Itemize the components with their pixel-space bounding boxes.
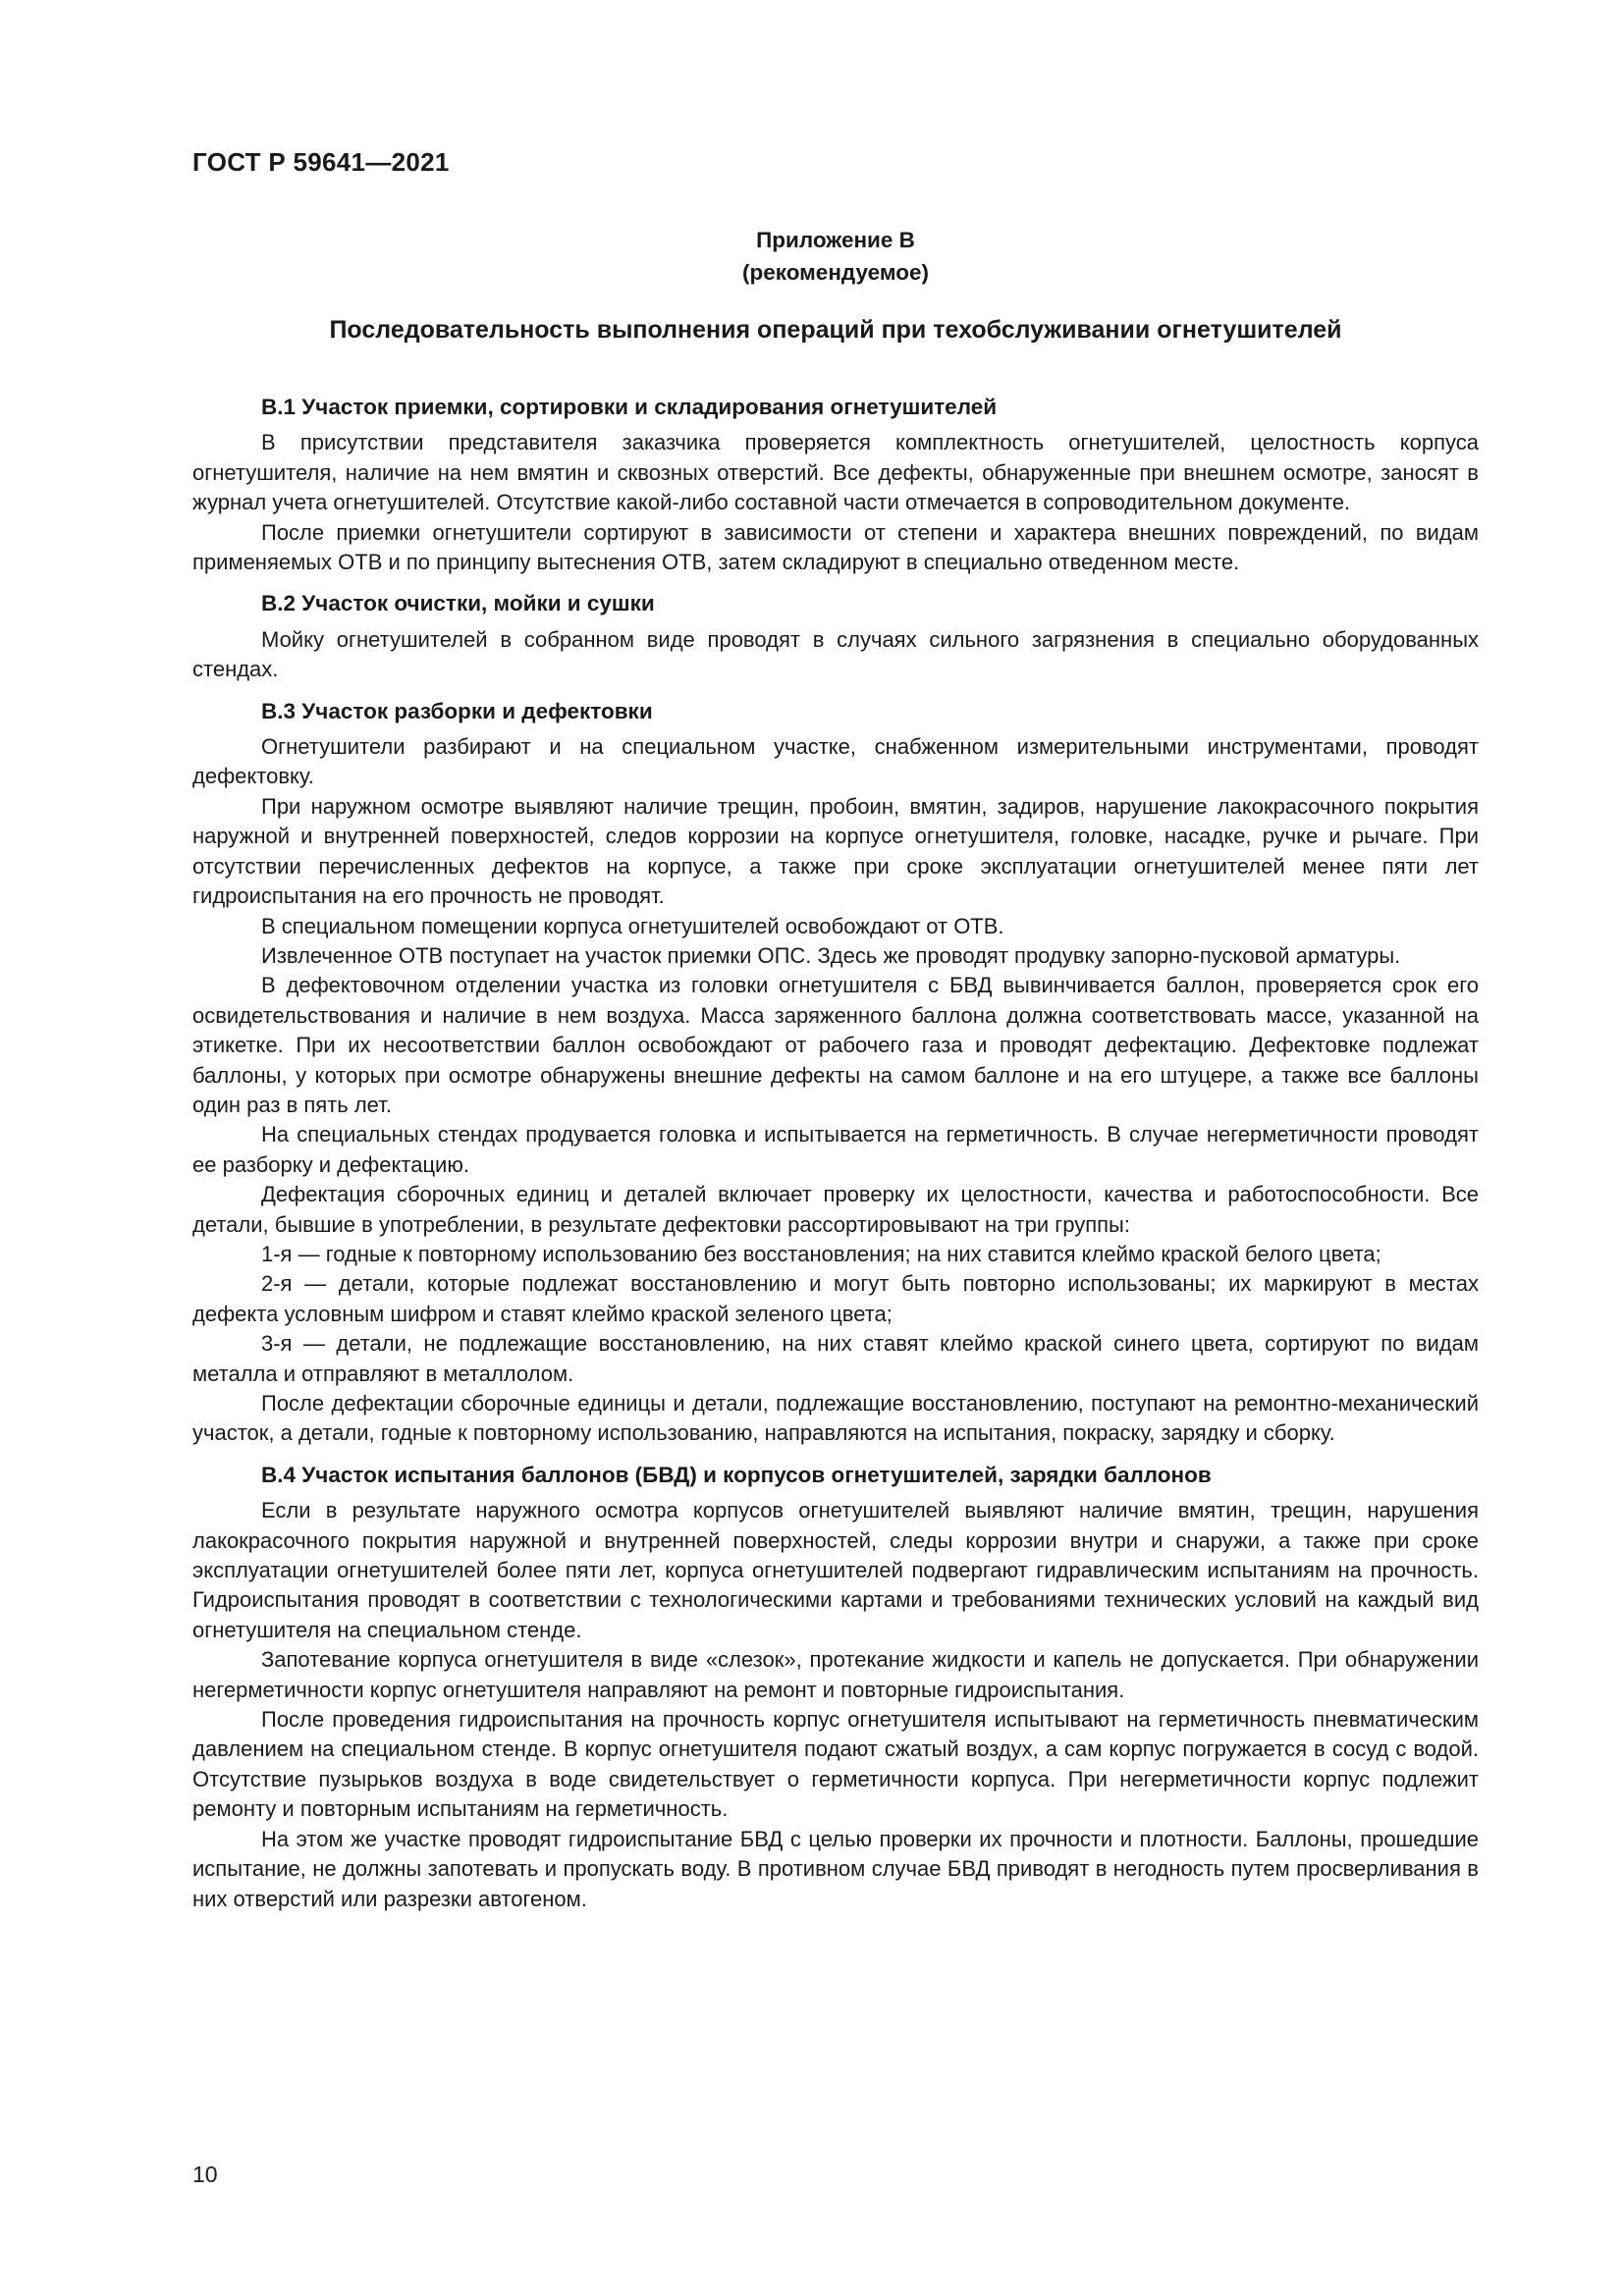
- paragraph: После приемки огнетушители сортируют в зависимости от степени и характера внешних повреждений, по видам применяемых ОТВ и по принципу вытеснения ОТВ, затем складируют в специально отведенном месте.: [192, 519, 1479, 575]
- appendix-heading: [192, 224, 1479, 289]
- section-3: [192, 697, 1479, 1449]
- section-2: [192, 589, 1479, 684]
- paragraph: 3-я — детали, не подлежащие восстановлению, на них ставят клеймо краской синего цвета, сортируют по видам металла и отправляют в металлолом.: [192, 1331, 1479, 1386]
- paragraph: Извлеченное ОТВ поступает на участок приемки ОПС. Здесь же проводят продувку запорно-пусковой арматуры.: [261, 942, 1401, 968]
- section-heading: В.4 Участок испытания баллонов (БВД) и корпусов огнетушителей, зарядки баллонов: [261, 1462, 1212, 1487]
- paragraph: 2-я — детали, которые подлежат восстановлению и могут быть повторно использованы; их маркируют в местах дефекта условным шифром и ставят клеймо краской зеленого цвета;: [192, 1271, 1479, 1326]
- standard-id-header: ГОСТ Р 59641—2021: [192, 147, 450, 177]
- section-heading: В.3 Участок разборки и дефектовки: [261, 698, 653, 723]
- section-1: [192, 393, 1479, 577]
- paragraph: После проведения гидроиспытания на прочность корпус огнетушителя испытывают на герметичность пневматическим давлением на специальном стенде. В корпус огнетушителя подают сжатый воздух, а сам корпус погружается в сосуд с водой. Отсутствие пузырьков воздуха в воде свидетельствует о герметичности корпуса. При негерметичности корпус подлежит ремонту и повторным испытаниям на герметичность.: [192, 1707, 1479, 1822]
- paragraph: Запотевание корпуса огнетушителя в виде «слезок», протекание жидкости и капель не допускается. При обнаружении негерметичности корпус огнетушителя направляют на ремонт и повторные гидроиспытания.: [192, 1647, 1479, 1702]
- document-body: [192, 393, 1479, 1926]
- paragraph: 1-я — годные к повторному использованию без восстановления; на них ставится клеймо краской белого цвета;: [261, 1241, 1381, 1266]
- appendix-label: Приложение В: [756, 228, 915, 252]
- section-heading: В.1 Участок приемки, сортировки и складирования огнетушителей: [261, 395, 998, 419]
- paragraph: На специальных стендах продувается головка и испытывается на герметичность. В случае негерметичности проводят ее разборку и дефектацию.: [192, 1122, 1479, 1177]
- appendix-title: Последовательность выполнения операций при техобслуживании огнетушителей: [329, 316, 1342, 344]
- paragraph: Если в результате наружного осмотра корпусов огнетушителей выявляют наличие вмятин, трещин, нарушения лакокрасочного покрытия наружной и внутренней поверхностей, следы коррозии внутри и снаружи, а также при сроке эксплуатации огнетушителей более пяти лет, корпуса огнетушителей подвергают гидравлическим испытаниям на прочность. Гидроиспытания проводят в соответствии с технологическими картами и требованиями технических условий на каждый вид огнетушителя на специальном стенде.: [192, 1498, 1479, 1642]
- paragraph: Огнетушители разбирают и на специальном участке, снабженном измерительными инструментами, проводят дефектовку.: [192, 734, 1479, 789]
- paragraph: В дефектовочном отделении участка из головки огнетушителя с БВД вывинчивается баллон, проверяется срок его освидетельствования и наличие в нем воздуха. Масса заряженного баллона должна соответствовать массе, указанной на этикетке. При их несоответствии баллон освобождают от рабочего газа и проводят дефектацию. Дефектовке подлежат баллоны, у которых при осмотре обнаружены внешние дефекты на самом баллоне и на его штуцере, а также все баллоны один раз в пять лет.: [192, 973, 1479, 1117]
- section-heading: В.2 Участок очистки, мойки и сушки: [261, 591, 655, 616]
- paragraph: Мойку огнетушителей в собранном виде проводят в случаях сильного загрязнения в специально оборудованных стендах.: [192, 626, 1479, 682]
- paragraph: При наружном осмотре выявляют наличие трещин, пробоин, вмятин, задиров, нарушение лакокрасочного покрытия наружной и внутренней поверхностей, следов коррозии на корпусе огнетушителя, головке, насадке, ручке и рычаге. При отсутствии перечисленных дефектов на корпусе, а также при сроке эксплуатации огнетушителей менее пяти лет гидроиспытания на его прочность не проводят.: [192, 793, 1479, 909]
- paragraph: Дефектация сборочных единиц и деталей включает проверку их целостности, качества и работоспособности. Все детали, бывшие в употреблении, в результате дефектовки рассортировывают на три группы:: [192, 1182, 1479, 1237]
- page-number: 10: [192, 2162, 218, 2187]
- paragraph: После дефектации сборочные единицы и детали, подлежащие восстановлению, поступают на ремонтно-механический участок, а детали, годные к повторному использованию, направляются на испытания, покраску, зарядку и сборку.: [192, 1391, 1479, 1446]
- section-4: [192, 1461, 1479, 1914]
- paragraph: В специальном помещении корпуса огнетушителей освобождают от ОТВ.: [261, 913, 1004, 938]
- paragraph: В присутствии представителя заказчика проверяется комплектность огнетушителей, целостность корпуса огнетушителя, наличие на нем вмятин и сквозных отверстий. Все дефекты, обнаруженные при внешнем осмотре, заносят в журнал учета огнетушителей. Отсутствие какой-либо составной части отмечается в сопроводительном документе.: [192, 430, 1479, 515]
- appendix-status: (рекомендуемое): [742, 260, 929, 285]
- paragraph: На этом же участке проводят гидроиспытание БВД с целью проверки их прочности и плотности. Баллоны, прошедшие испытание, не должны запотевать и пропускать воду. В противном случае БВД приводят в негодность путем просверливания в них отверстий или разрезки автогеном.: [192, 1826, 1479, 1911]
